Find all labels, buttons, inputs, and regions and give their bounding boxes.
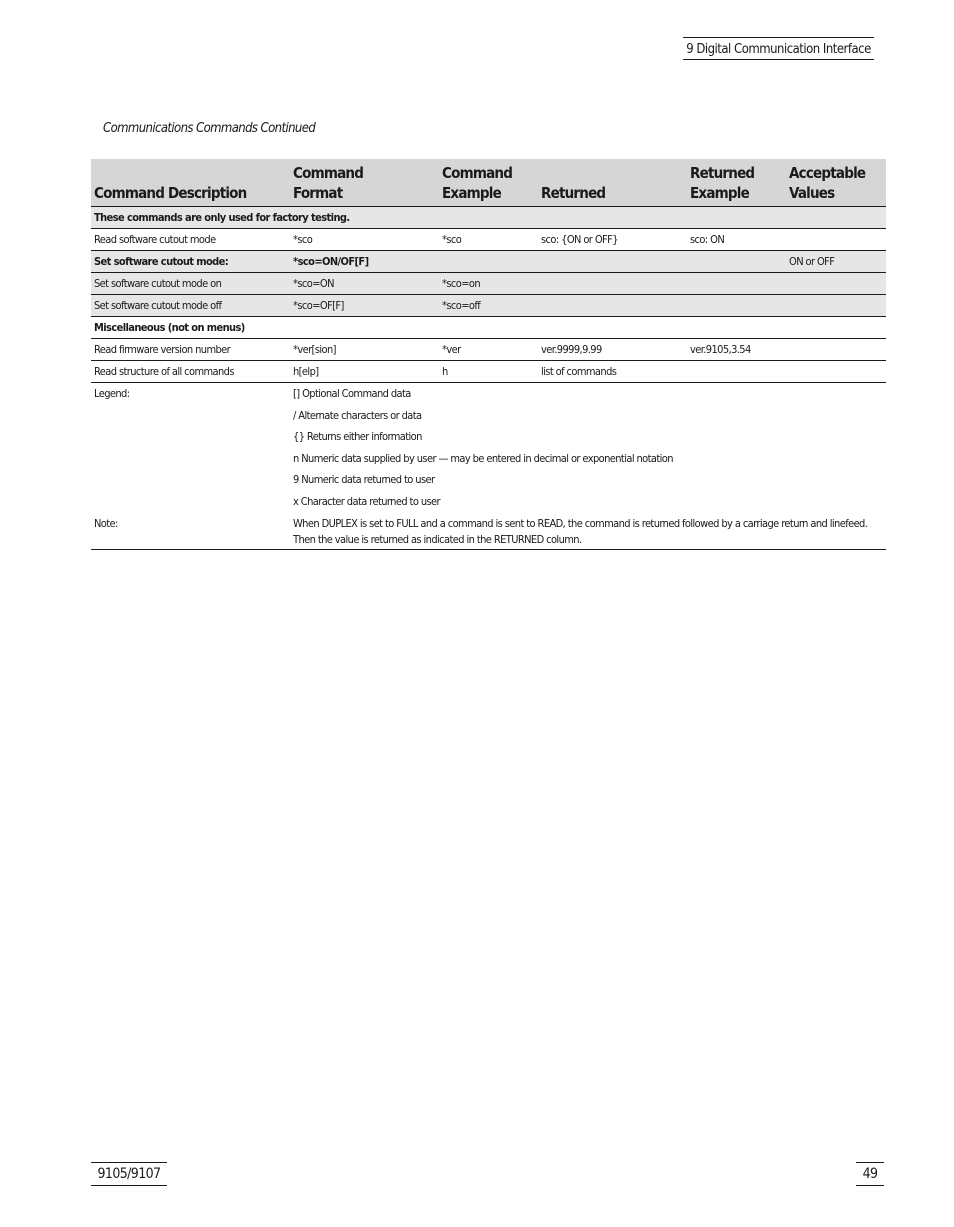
table-header-row — [91, 159, 886, 207]
note-label: Note: — [94, 517, 118, 530]
chapter-header: 9 Digital Communication Interface — [683, 37, 874, 60]
legend-item: / Alternate characters or data — [293, 408, 422, 422]
section-title: Communications Commands Continued — [103, 121, 316, 136]
legend-note-block — [91, 383, 886, 550]
table-row: Read firmware version number *ver[sion] *ver ver.9999,9.99 ver.9105,3.54 — [91, 339, 886, 361]
legend-item: [] Optional Command data — [293, 387, 411, 400]
legend-item: 9 Numeric data returned to user — [293, 473, 435, 487]
column-header-returned: Returned — [541, 184, 606, 202]
column-header-description: Command Description — [94, 184, 247, 202]
table-row: Set software cutout mode: *sco=ON/OF[F] ON or OFF — [91, 251, 886, 273]
table-row: Read structure of all commands h[elp] h list of commands — [91, 361, 886, 383]
column-header-acceptable-values: Acceptable Values — [789, 164, 866, 202]
column-header-returned-example: Returned Example — [690, 164, 755, 202]
table-row: Set software cutout mode off *sco=OF[F] *sco=off — [91, 295, 886, 317]
table-section-row: Miscellaneous (not on menus) — [91, 317, 886, 339]
column-header-example: Command Example — [442, 164, 513, 202]
legend-list — [293, 383, 673, 513]
column-header-format: Command Format — [293, 164, 364, 202]
commands-table — [91, 159, 886, 550]
legend-item: {} Returns either information — [293, 430, 422, 444]
legend-item: n Numeric data supplied by user — may be entered in decimal or exponential notation — [293, 451, 673, 465]
table-row: Read software cutout mode *sco *sco sco: {ON or OFF} sco: ON — [91, 229, 886, 251]
legend-label: Legend: — [94, 387, 130, 400]
table-section-row: These commands are only used for factory testing. — [91, 207, 886, 229]
footer-model: 9105/9107 — [91, 1162, 167, 1186]
table-row: Set software cutout mode on *sco=ON *sco=on — [91, 273, 886, 295]
legend-item: x Character data returned to user — [293, 494, 441, 508]
note-text: When DUPLEX is set to FULL and a command is sent to READ, the command is returned followed by a carriage return and linefeed. Then the value is returned as indicated in the RETURNED column. — [293, 517, 868, 546]
footer-page-number: 49 — [856, 1162, 884, 1186]
